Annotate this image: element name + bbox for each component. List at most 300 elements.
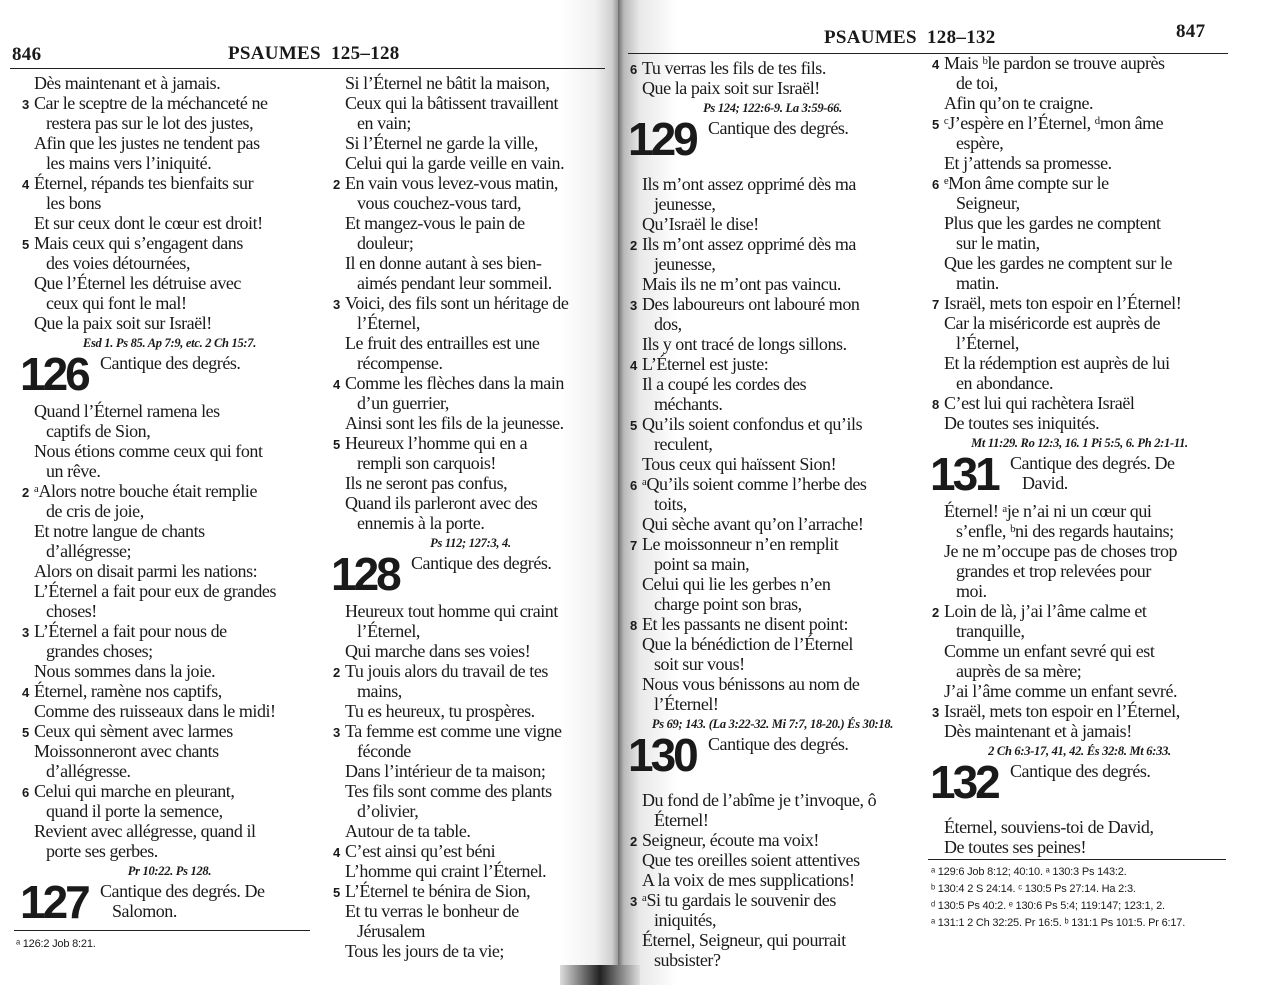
verse-text: Éternel, répands tes bienfaits sur [34,173,254,193]
verse-number: 7 [932,297,939,312]
verse-text: Tous ceux qui haïssent Sion! [642,454,837,474]
verse-line-cont: féconde [357,741,411,761]
verse-line-cont: l’Éternel, [357,313,420,333]
cross-reference: Pr 10:22. Ps 128. [127,864,212,878]
verse-text: Ceux qui la bâtissent travaillent [345,93,559,113]
verse-line [932,541,1227,561]
verse-line [333,901,608,921]
verse-line-cont: rempli son carquois! [357,453,496,473]
verse-text: Mais ᵇle pardon se trouve auprès [944,53,1165,73]
verse-line [932,817,1227,837]
verse-line-cont: dos, [654,314,682,334]
verse-text: Et mangez-vous le pain de [345,213,525,233]
verse-line-cont: quand il porte la semence, [46,801,223,821]
verse-line [932,393,1227,413]
verse-text: Et j’attends sa promesse. [944,153,1112,173]
header-rule [10,68,605,69]
verse-line [932,213,1227,233]
verse-line [22,213,317,233]
verse-line [630,374,915,394]
footnote-rule [14,930,310,931]
verse-text: Ils m’ont assez opprimé dès ma [642,174,856,194]
verse-text: Tu jouis alors du travail de tes [345,661,548,681]
verse-line [22,401,317,421]
verse-line-cont: Seigneur, [956,193,1020,213]
verse-line [333,333,608,353]
verse-line [22,561,317,581]
verse-number: 5 [333,885,340,900]
verse-line [333,473,608,493]
verse-line [22,741,317,761]
cross-reference: Ps 69; 143. (La 3:22-32. Mi 7:7, 18-20.) És 30:18. [651,717,894,731]
verse-text: Mais ceux qui s’engagent dans [34,233,243,253]
verse-line [630,454,915,474]
verse-text: Plus que les gardes ne comptent [944,213,1161,233]
verse-line [932,113,1227,133]
verse-line-cont: en vain; [357,113,411,133]
verse-line-cont: des voies détournées, [46,253,191,273]
verse-line-cont: d’un guerrier, [357,393,449,413]
verse-text: Éternel, ramène nos captifs, [34,681,222,701]
verse-line-cont: ceux qui font le mal! [46,293,187,313]
verse-text: Que la paix soit sur Israël! [34,313,212,333]
verse-line [333,661,608,681]
right-page [618,0,1280,985]
verse-text: Celui qui lie les gerbes n’en [642,574,831,594]
verse-text: Et sur ceux dont le cœur est droit! [34,213,263,233]
verse-number: 6 [932,177,939,192]
verse-line [333,493,608,513]
verse-line [932,721,1227,741]
verse-text: Celui qui marche en pleurant, [34,781,235,801]
verse-line [630,294,915,314]
verse-line-cont: moi. [956,581,987,601]
verse-text: Le fruit des entrailles est une [345,333,540,353]
verse-line [333,641,608,661]
verse-number: 2 [630,238,637,253]
verse-line [630,414,915,434]
verse-line-cont: grandes choses; [46,641,153,661]
verse-text: Loin de là, j’ai l’âme calme et [944,601,1147,621]
verse-text: C’est lui qui rachètera Israël [944,393,1135,413]
verse-number: 5 [333,437,340,452]
verse-text: ᵉMon âme compte sur le [944,173,1109,193]
verse-line [333,73,608,93]
psalm-title: Cantique des degrés. [411,553,552,573]
verse-text: Comme des ruisseaux dans le midi! [34,701,276,721]
verse-text: Que la bénédiction de l’Éternel [642,634,853,654]
verse-number: 4 [630,358,637,373]
verse-line [22,93,317,113]
verse-text: Afin que les justes ne tendent pas [34,133,260,153]
verse-text: Israël, mets ton espoir en l’Éternel! [944,293,1182,313]
text-column-1 [22,73,317,929]
verse-line [630,58,915,78]
verse-text: Car le sceptre de la méchanceté ne [34,93,268,113]
verse-text: Que les gardes ne comptent sur le [944,253,1173,273]
verse-line [333,841,608,861]
verse-text: Afin qu’on te craigne. [944,93,1094,113]
psalm-number: 132 [930,756,998,808]
verse-line-cont: aimés pendant leur sommeil. [357,273,552,293]
verse-line [333,93,608,113]
verse-line-cont: Éternel! [654,810,709,830]
text-column-3 [630,58,915,970]
verse-number: 5 [932,117,939,132]
verse-text: Le moissonneur n’en remplit [642,534,839,554]
verse-number: 6 [630,62,637,77]
verse-line [932,93,1227,113]
verse-text: Il en donne autant à ses bien- [345,253,542,273]
psalm-title: Cantique des degrés. De [100,881,265,901]
verse-line-cont: l’Éternel, [357,621,420,641]
verse-line [630,274,915,294]
verse-line-cont: espère, [956,133,1004,153]
verse-line [22,313,317,333]
verse-line [630,534,915,554]
verse-line-cont: soit sur vous! [654,654,745,674]
verse-line [22,481,317,501]
verse-text: Voici, des fils sont un héritage de [345,293,569,313]
verse-text: Tu verras les fils de tes fils. [642,58,826,78]
verse-text: Éternel, Seigneur, qui pourrait [642,930,846,950]
verse-line [22,581,317,601]
verse-number: 2 [22,485,29,500]
verse-line [630,674,915,694]
verse-line-cont: les bons [46,193,101,213]
verse-line [333,861,608,881]
cross-reference: Ps 112; 127:3, 4. [430,536,511,550]
cross-reference: 2 Ch 6:3-17, 41, 42. És 32:8. Mt 6:33. [988,744,1171,758]
verse-line [932,173,1227,193]
verse-line [932,601,1227,621]
verse-text: Alors on disait parmi les nations: [34,561,258,581]
verse-number: 5 [22,237,29,252]
psalm-number: 126 [20,348,88,400]
page-number: 846 [12,44,42,65]
verse-number: 8 [630,618,637,633]
verse-text: Ceux qui sèment avec larmes [34,721,233,741]
verse-line [630,78,915,98]
verse-number: 3 [333,725,340,740]
verse-line-cont: vous couchez-vous tard, [357,193,522,213]
verse-line [630,634,915,654]
verse-text: Et la rédemption est auprès de lui [944,353,1170,373]
verse-text: Qu’ils soient confondus et qu’ils [642,414,863,434]
footnote: ᵇ 130:4 2 S 24:14. ᶜ 130:5 Ps 27:14. Ha 2:3. [931,883,1136,895]
verse-text: Celui qui la garde veille en vain. [345,153,565,173]
verse-number: 2 [630,834,637,849]
verse-text: Nous étions comme ceux qui font [34,441,263,461]
verse-number: 4 [333,377,340,392]
verse-number: 4 [333,845,340,860]
verse-line [333,941,608,961]
footnote-rule [928,859,1226,860]
verse-text: Ainsi sont les fils de la jeunesse. [345,413,564,433]
verse-text: Qui marche dans ses voies! [345,641,531,661]
verse-text: Quand ils parleront avec des [345,493,538,513]
verse-line-cont: ennemis à la porte. [357,513,485,533]
verse-line [932,293,1227,313]
verse-text: Que tes oreilles soient attentives [642,850,860,870]
verse-line-cont: jeunesse, [654,194,716,214]
verse-line [333,821,608,841]
verse-text: Ils m’ont assez opprimé dès ma [642,234,856,254]
verse-text: ᵃSi tu gardais le souvenir des [642,890,836,910]
psalm-number: 129 [628,113,696,165]
verse-line [22,661,317,681]
verse-text: J’ai l’âme comme un enfant sevré. [944,681,1178,701]
psalm-title: Cantique des degrés. [708,118,849,138]
running-head: PSAUMES 128–132 [824,27,996,48]
psalm-number: 128 [331,548,399,600]
verse-text: Car la miséricorde est auprès de [944,313,1161,333]
verse-line [630,474,915,494]
verse-line [630,614,915,634]
verse-text: Éternel! ᵃje n’ai ni un cœur qui [944,501,1152,521]
verse-text: Ta femme est comme une vigne [345,721,562,741]
verse-text: De toutes ses peines! [944,837,1087,857]
verse-text: Nous vous bénissons au nom de [642,674,860,694]
verse-line [22,821,317,841]
verse-line-cont: iniquités, [654,910,716,930]
verse-line [932,53,1227,73]
psalm-title: Cantique des degrés. [708,734,849,754]
verse-line [630,850,915,870]
verse-line [22,621,317,641]
verse-line [333,373,608,393]
verse-line [333,173,608,193]
text-column-2 [333,73,608,961]
verse-line-cont: de toi, [956,73,998,93]
page-number: 847 [1176,21,1206,42]
verse-line-cont: d’olivier, [357,801,419,821]
verse-number: 3 [22,97,29,112]
verse-text: Qui sèche avant qu’on l’arrache! [642,514,864,534]
verse-text: Tous les jours de ta vie; [345,941,504,961]
psalm-number: 127 [20,876,88,928]
verse-line [22,441,317,461]
psalm-heading [331,548,608,600]
text-column-4 [932,53,1227,857]
verse-text: Ils ne seront pas confus, [345,473,508,493]
verse-number: 3 [22,625,29,640]
verse-line-cont: charge point son bras, [654,594,802,614]
verse-line-cont: point sa main, [654,554,750,574]
cross-reference: Ps 124; 122:6-9. La 3:59-66. [703,101,842,115]
verse-text: Et tu verras le bonheur de [345,901,519,921]
verse-line [333,133,608,153]
verse-text: ᶜJ’espère en l’Éternel, ᵈmon âme [944,113,1164,133]
verse-text: L’homme qui craint l’Éternel. [345,861,547,881]
verse-text: Et notre langue de chants [34,521,205,541]
verse-text: Dès maintenant et à jamais. [34,73,221,93]
verse-text: L’Éternel a fait pour nous de [34,621,227,641]
verse-text: Dès maintenant et à jamais! [944,721,1132,741]
verse-line [932,641,1227,661]
verse-line [630,334,915,354]
verse-text: L’Éternel te bénira de Sion, [345,881,531,901]
verse-text: Des laboureurs ont labouré mon [642,294,860,314]
footnote: ᵃ 129:6 Job 8:12; 40:10. ᵃ 130:3 Ps 143:2. [931,866,1127,878]
verse-line [630,514,915,534]
verse-line [932,501,1227,521]
verse-line-cont: s’enfle, ᵇni des regards hautains; [956,521,1174,541]
verse-line [630,790,915,810]
verse-line [22,521,317,541]
verse-line [932,837,1227,857]
verse-text: Revient avec allégresse, quand il [34,821,256,841]
footnotes [931,864,1185,932]
verse-number: 7 [630,538,637,553]
psalm-heading [628,729,915,786]
verse-line [630,214,915,234]
verse-text: Si l’Éternel ne bâtit la maison, [345,73,550,93]
psalm-number: 131 [930,448,998,500]
verse-line [333,153,608,173]
psalm-heading [930,448,1227,500]
verse-line-cont: grandes et trop relevées pour [956,561,1151,581]
verse-line-cont: récompense. [357,353,443,373]
verse-number: 4 [22,685,29,700]
verse-line-cont: subsister? [654,950,721,970]
verse-number: 5 [630,418,637,433]
cross-reference: Esd 1. Ps 85. Ap 7:9, etc. 2 Ch 15:7. [82,336,257,350]
verse-number: 6 [630,478,637,493]
verse-number: 3 [630,298,637,313]
verse-line [22,233,317,253]
verse-line [932,253,1227,273]
verse-line [333,701,608,721]
verse-text: Quand l’Éternel ramena les [34,401,220,421]
verse-line [22,273,317,293]
verse-line-cont: porte ses gerbes. [46,841,158,861]
verse-text: Qu’Israël le dise! [642,214,759,234]
verse-line-cont: en abondance. [956,373,1054,393]
psalm-title: Cantique des degrés. [100,353,241,373]
verse-text: Heureux tout homme qui craint [345,601,558,621]
verse-text: Tes fils sont comme des plants [345,781,552,801]
cross-reference: Mt 11:29. Ro 12:3, 16. 1 Pi 5:5, 6. Ph 2:1-11. [971,436,1188,450]
verse-text: Que l’Éternel les détruise avec [34,273,241,293]
verse-text: Moissonneront avec chants [34,741,219,761]
verse-text: Éternel, souviens-toi de David, [944,817,1154,837]
verse-line [333,293,608,313]
verse-line [932,681,1227,701]
verse-line-cont: jeunesse, [654,254,716,274]
psalm-number: 130 [628,729,696,781]
verse-line [630,830,915,850]
verse-line [932,313,1227,333]
footnote: ᵈ 130:5 Ps 40:2. ᵉ 130:6 Ps 5:4; 119:147; 123:1, 2. [931,900,1165,912]
verse-line-cont: sur le matin, [956,233,1040,253]
verse-line [22,721,317,741]
verse-line [333,721,608,741]
verse-line [333,213,608,233]
verse-text: Nous sommes dans la joie. [34,661,216,681]
verse-line [932,701,1227,721]
verse-line-cont: les mains vers l’iniquité. [46,153,212,173]
psalm-title-cont: Salomon. [112,901,177,921]
verse-line [333,413,608,433]
verse-line-cont: toits, [654,494,687,514]
verse-line [333,761,608,781]
verse-number: 4 [22,177,29,192]
verse-number: 3 [630,894,637,909]
verse-number: 5 [22,725,29,740]
psalm-heading [20,348,317,400]
verse-line-cont: l’Éternel! [654,694,719,714]
verse-text: Je ne m’occupe pas de choses trop [944,541,1178,561]
verse-number: 8 [932,397,939,412]
footnote: ᵃ 126:2 Job 8:21. [16,938,96,950]
verse-line-cont: restera pas sur le lot des justes, [46,113,254,133]
verse-text: De toutes ses iniquités. [944,413,1100,433]
verse-line [932,353,1227,373]
verse-line-cont: reculent, [654,434,713,454]
verse-text: Israël, mets ton espoir en l’Éternel, [944,701,1180,721]
verse-line [333,881,608,901]
verse-line [630,234,915,254]
verse-text: C’est ainsi qu’est béni [345,841,496,861]
verse-text: Et les passants ne disent point: [642,614,849,634]
psalm-title: Cantique des degrés. [1010,761,1151,781]
verse-line [932,153,1227,173]
verse-line-cont: captifs de Sion, [46,421,151,441]
verse-number: 3 [333,297,340,312]
verse-text: Du fond de l’abîme je t’invoque, ô [642,790,877,810]
psalm-heading [628,113,915,170]
book-gutter-shadow [560,965,640,985]
verse-line [630,174,915,194]
verse-line [333,601,608,621]
verse-line-cont: un rêve. [46,461,101,481]
verse-text: ᵃAlors notre bouche était remplie [34,481,257,501]
verse-line [932,413,1227,433]
verse-line-cont: d’allégresse. [46,761,131,781]
verse-line-cont: choses! [46,601,97,621]
left-page [0,0,618,985]
verse-line-cont: Jérusalem [357,921,425,941]
verse-text: Autour de ta table. [345,821,471,841]
verse-line-cont: méchants. [654,394,723,414]
verse-number: 2 [932,605,939,620]
verse-text: Si l’Éternel ne garde la ville, [345,133,538,153]
verse-line [22,133,317,153]
psalm-heading [930,756,1227,813]
verse-text: Ils y ont tracé de longs sillons. [642,334,847,354]
verse-text: ᵃQu’ils soient comme l’herbe des [642,474,867,494]
verse-number: 2 [333,177,340,192]
verse-line [630,870,915,890]
verse-line [22,73,317,93]
verse-line-cont: de cris de joie, [46,501,144,521]
psalm-title: Cantique des degrés. De [1010,453,1175,473]
verse-text: Tu es heureux, tu prospères. [345,701,535,721]
verse-number: 6 [22,785,29,800]
psalm-title-cont: David. [1022,473,1068,493]
verse-line [22,701,317,721]
verse-text: Heureux l’homme qui en a [345,433,528,453]
verse-text: Que la paix soit sur Israël! [642,78,820,98]
verse-text: Comme les flèches dans la main [345,373,564,393]
verse-line-cont: matin. [956,273,999,293]
verse-line-cont: l’Éternel, [956,333,1019,353]
verse-number: 3 [932,705,939,720]
verse-number: 2 [333,665,340,680]
verse-line-cont: auprès de sa mère; [956,661,1082,681]
verse-line-cont: mains, [357,681,402,701]
